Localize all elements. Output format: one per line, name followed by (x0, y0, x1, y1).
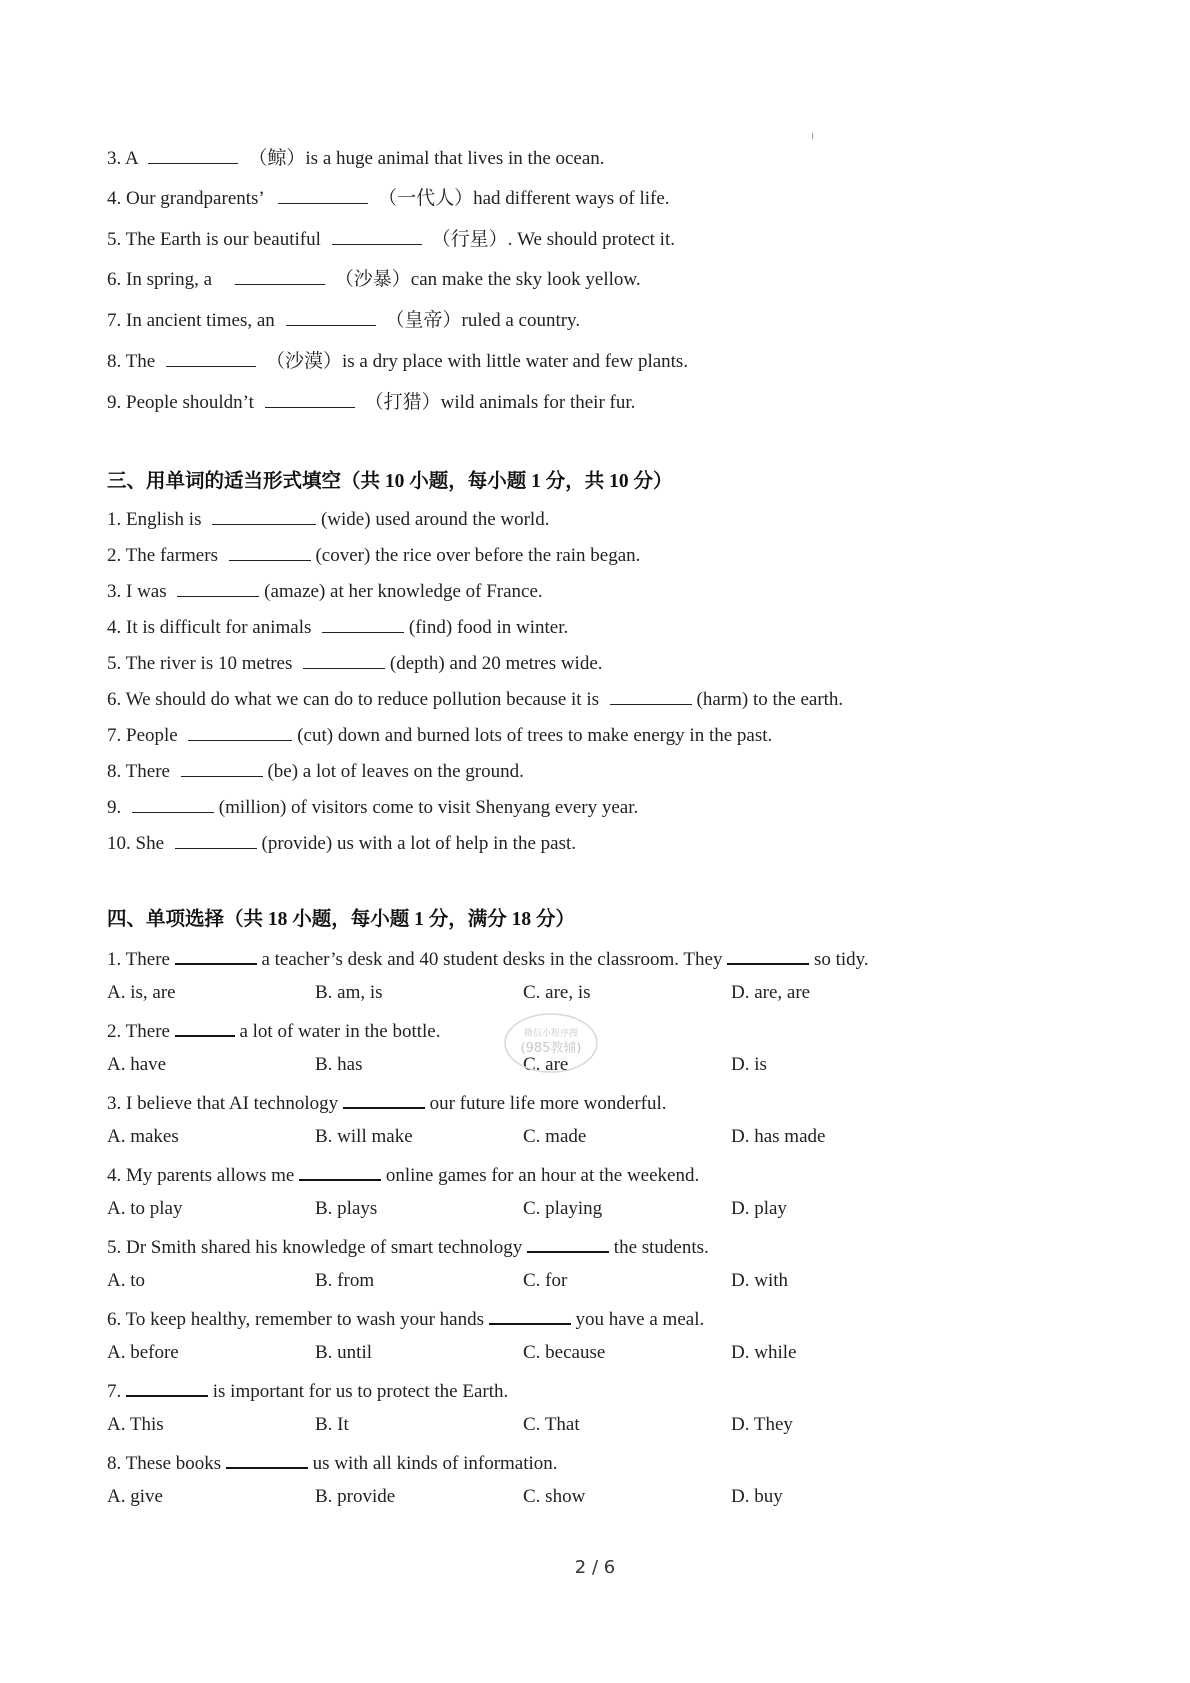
answer-blank[interactable] (229, 542, 311, 561)
vocab-item-6: 6. In spring, a （沙暴）can make the sky look yellow. (107, 266, 641, 292)
option-a[interactable]: A. This (107, 1414, 164, 1435)
option-c[interactable]: C. made (523, 1126, 587, 1147)
word-form-item-4: 4. It is difficult for animals (find) food in winter. (107, 614, 568, 640)
mc-question-3: 3. I believe that AI technology our future life more wonderful. (107, 1089, 667, 1116)
answer-blank[interactable] (235, 266, 325, 285)
option-b[interactable]: B. plays (315, 1198, 378, 1219)
option-d[interactable]: D. while (731, 1342, 797, 1363)
option-d[interactable]: D. They (731, 1414, 793, 1435)
word-form-item-2: 2. The farmers (cover) the rice over before the rain began. (107, 542, 640, 568)
mc-options-4 (107, 1197, 1007, 1221)
option-c[interactable]: C. because (523, 1342, 606, 1363)
answer-blank[interactable] (132, 794, 214, 813)
answer-blank[interactable] (265, 389, 355, 408)
answer-blank[interactable] (332, 226, 422, 245)
option-b[interactable]: B. am, is (315, 982, 383, 1003)
option-b[interactable]: B. It (315, 1414, 349, 1435)
mc-options-1 (107, 981, 1007, 1005)
watermark-line-1: 微信小程序搜 (523, 1029, 579, 1039)
option-a[interactable]: A. to (107, 1270, 145, 1291)
mc-options-8 (107, 1485, 1007, 1509)
mc-question-5: 5. Dr Smith shared his knowledge of smart technology the students. (107, 1233, 709, 1260)
answer-blank[interactable] (166, 348, 256, 367)
stray-mark (812, 133, 813, 139)
vocab-item-7: 7. In ancient times, an （皇帝）ruled a country. (107, 307, 580, 333)
answer-blank[interactable] (126, 1377, 208, 1397)
mc-question-2: 2. There a lot of water in the bottle. (107, 1017, 441, 1044)
word-form-item-1: 1. English is (wide) used around the world. (107, 506, 549, 532)
option-d[interactable]: D. with (731, 1270, 788, 1291)
answer-blank[interactable] (175, 830, 257, 849)
mc-options-6 (107, 1341, 1007, 1365)
word-form-item-6: 6. We should do what we can do to reduce pollution because it is (harm) to the earth. (107, 686, 843, 712)
answer-blank[interactable] (212, 506, 316, 525)
option-b[interactable]: B. from (315, 1270, 375, 1291)
answer-blank[interactable] (727, 945, 809, 965)
option-a[interactable]: A. is, are (107, 982, 176, 1003)
option-d[interactable]: D. play (731, 1198, 787, 1219)
answer-blank[interactable] (188, 722, 292, 741)
option-d[interactable]: D. buy (731, 1486, 783, 1507)
answer-blank[interactable] (299, 1161, 381, 1181)
answer-blank[interactable] (527, 1233, 609, 1253)
option-d[interactable]: D. is (731, 1054, 767, 1075)
option-c[interactable]: C. are, is (523, 982, 591, 1003)
answer-blank[interactable] (278, 185, 368, 204)
vocab-item-4: 4. Our grandparents’ （一代人）had different ways of life. (107, 185, 670, 211)
mc-question-8: 8. These books us with all kinds of information. (107, 1449, 558, 1476)
answer-blank[interactable] (175, 945, 257, 965)
word-form-item-5: 5. The river is 10 metres (depth) and 20 metres wide. (107, 650, 603, 676)
section-3-heading: 三、用单词的适当形式填空（共 10 小题，每小题 1 分，共 10 分） (107, 471, 673, 492)
option-b[interactable]: B. will make (315, 1126, 413, 1147)
option-d[interactable]: D. has made (731, 1126, 826, 1147)
option-b[interactable]: B. until (315, 1342, 373, 1363)
word-form-item-10: 10. She (provide) us with a lot of help in the past. (107, 830, 576, 856)
mc-question-6: 6. To keep healthy, remember to wash your hands you have a meal. (107, 1305, 704, 1332)
mc-question-7: 7. is important for us to protect the Earth. (107, 1377, 508, 1404)
page-number: 2 / 6 (574, 1557, 616, 1578)
vocab-item-3: 3. A （鲸）is a huge animal that lives in the ocean. (107, 145, 605, 171)
answer-blank[interactable] (322, 614, 404, 633)
option-a[interactable]: A. makes (107, 1126, 179, 1147)
option-d[interactable]: D. are, are (731, 982, 811, 1003)
answer-blank[interactable] (303, 650, 385, 669)
mc-options-7 (107, 1413, 1007, 1437)
watermark-line-2: (985教辅) (520, 1041, 582, 1056)
option-a[interactable]: A. have (107, 1054, 167, 1075)
vocab-item-9: 9. People shouldn’t （打猎）wild animals for their fur. (107, 389, 635, 415)
word-form-item-9: 9. (million) of visitors come to visit Shenyang every year. (107, 794, 638, 820)
watermark-stamp (503, 1012, 599, 1074)
answer-blank[interactable] (148, 145, 238, 164)
option-b[interactable]: B. has (315, 1054, 363, 1075)
mc-question-4: 4. My parents allows me online games for an hour at the weekend. (107, 1161, 699, 1188)
vocab-item-5: 5. The Earth is our beautiful （行星）. We should protect it. (107, 226, 675, 252)
mc-options-5 (107, 1269, 1007, 1293)
option-a[interactable]: A. before (107, 1342, 179, 1363)
option-a[interactable]: A. to play (107, 1198, 183, 1219)
answer-blank[interactable] (286, 307, 376, 326)
option-c[interactable]: C. for (523, 1270, 568, 1291)
answer-blank[interactable] (177, 578, 259, 597)
section-4-heading: 四、单项选择（共 18 小题，每小题 1 分，满分 18 分） (107, 909, 576, 930)
option-c[interactable]: C. That (523, 1414, 580, 1435)
option-c[interactable]: C. show (523, 1486, 586, 1507)
word-form-item-8: 8. There (be) a lot of leaves on the ground. (107, 758, 524, 784)
option-c[interactable]: C. playing (523, 1198, 603, 1219)
option-a[interactable]: A. give (107, 1486, 163, 1507)
word-form-item-3: 3. I was (amaze) at her knowledge of France. (107, 578, 543, 604)
option-b[interactable]: B. provide (315, 1486, 396, 1507)
word-form-item-7: 7. People (cut) down and burned lots of trees to make energy in the past. (107, 722, 772, 748)
answer-blank[interactable] (343, 1089, 425, 1109)
vocab-item-8: 8. The （沙漠）is a dry place with little water and few plants. (107, 348, 688, 374)
answer-blank[interactable] (226, 1449, 308, 1469)
option-c[interactable]: C. are (523, 1054, 569, 1075)
answer-blank[interactable] (181, 758, 263, 777)
answer-blank[interactable] (610, 686, 692, 705)
mc-question-1: 1. There a teacher’s desk and 40 student desks in the classroom. They so tidy. (107, 945, 869, 972)
mc-options-3 (107, 1125, 1007, 1149)
answer-blank[interactable] (489, 1305, 571, 1325)
answer-blank[interactable] (175, 1017, 235, 1037)
